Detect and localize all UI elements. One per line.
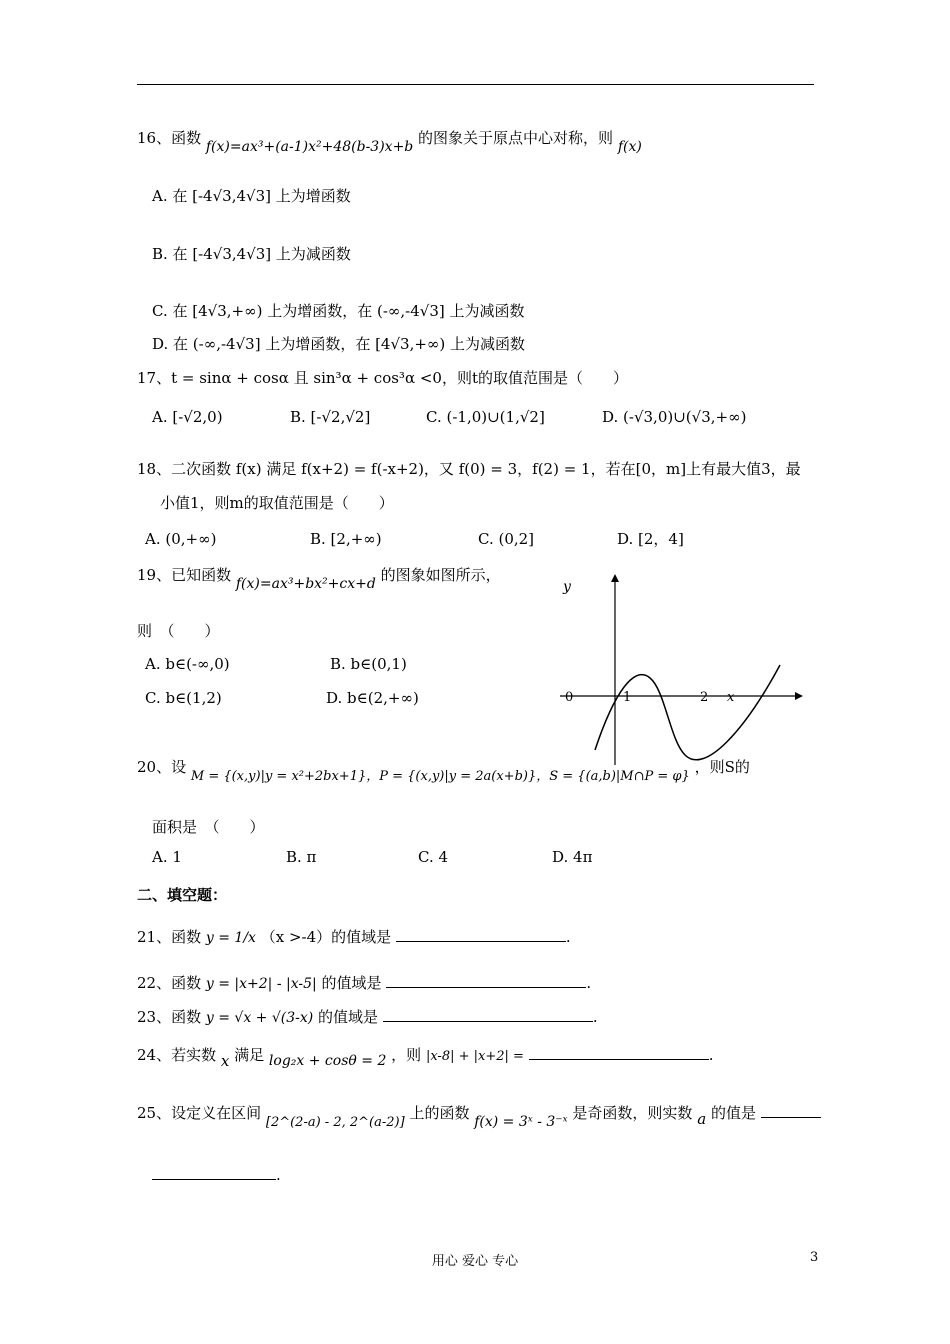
q17-option-c: C. (-1,0)∪(1,√2] bbox=[426, 408, 545, 426]
q25-answer-blank-1[interactable] bbox=[761, 1103, 821, 1118]
q25-interval: [2^(2-a) - 2, 2^(a-2)] bbox=[265, 1115, 405, 1130]
q19-stem: 19、已知函数 f(x)=ax³+bx²+cx+d 的图象如图所示， bbox=[137, 566, 501, 592]
tick-2-label: 2 bbox=[700, 690, 709, 705]
q25-answer-blank-2[interactable] bbox=[152, 1165, 276, 1180]
q18-stem-cont: 小值1，则m的取值范围是（ ） bbox=[160, 494, 394, 512]
y-axis-arrow bbox=[611, 574, 619, 582]
q19-option-c: C. b∈(1,2) bbox=[145, 689, 222, 707]
q18-option-a: A. (0,+∞) bbox=[145, 530, 217, 548]
q16-stem: 16、函数 f(x)=ax³+(a-1)x²+48(b-3)x+b 的图象关于原点中心对称，则 f(x) bbox=[137, 129, 642, 155]
x-axis-label: x bbox=[727, 690, 735, 705]
y-axis-label: y bbox=[563, 579, 571, 595]
page-footer: 用心 爱心 专心 bbox=[431, 1254, 519, 1269]
q18-option-c: C. (0,2] bbox=[478, 530, 535, 548]
q17-option-b: B. [-√2,√2] bbox=[290, 408, 371, 426]
q20-option-d: D. 4π bbox=[552, 848, 593, 866]
q19-option-b: B. b∈(0,1) bbox=[330, 655, 407, 673]
cubic-curve bbox=[595, 665, 780, 760]
q21-answer-blank[interactable] bbox=[396, 927, 566, 942]
section-title: 二、填空题： bbox=[137, 886, 228, 904]
q19-then: 则 （ ） bbox=[137, 622, 220, 640]
q21-formula: y = 1/x bbox=[205, 930, 256, 946]
q20-stem: 20、设 M = {(x,y)|y = x²+2bx+1}，P = {(x,y)|y = 2a(x+b)}，S = {(a,b)|M∩P = φ} ，则S的 bbox=[137, 758, 750, 784]
q22-answer-blank[interactable] bbox=[386, 973, 586, 988]
q16-formula: f(x)=ax³+(a-1)x²+48(b-3)x+b bbox=[205, 139, 414, 155]
q18-option-b: B. [2,+∞) bbox=[310, 530, 382, 548]
q17-option-a: A. [-√2,0) bbox=[152, 408, 223, 426]
q16-option-d: D. 在 (-∞,-4√3] 上为增函数，在 [4√3,+∞) 上为减函数 bbox=[152, 335, 526, 353]
q22: 22、函数 y = |x+2| - |x-5| 的值域是 . bbox=[137, 974, 592, 992]
q19-option-d: D. b∈(2,+∞) bbox=[326, 689, 419, 707]
q20-option-a: A. 1 bbox=[152, 848, 182, 866]
page-number: 3 bbox=[810, 1250, 819, 1265]
q22-formula: y = |x+2| - |x-5| bbox=[205, 976, 317, 992]
header-rule bbox=[137, 84, 814, 85]
q24: 24、若实数 x 满足 log₂x + cosθ = 2 ，则 |x-8| + |x+2| = . bbox=[137, 1046, 714, 1070]
q21: 21、函数 y = 1/x （x >-4）的值域是 . bbox=[137, 928, 571, 946]
q19-formula: f(x)=ax³+bx²+cx+d bbox=[235, 576, 376, 592]
q20-stem-cont: 面积是 （ ） bbox=[152, 818, 265, 836]
q23: 23、函数 y = √x + √(3-x) 的值域是 . bbox=[137, 1008, 598, 1026]
q16-option-c: C. 在 [4√3,+∞) 上为增函数，在 (-∞,-4√3] 上为减函数 bbox=[152, 302, 525, 320]
q20-option-c: C. 4 bbox=[418, 848, 449, 866]
q24-formula: log₂x + cosθ = 2 bbox=[268, 1053, 387, 1069]
q18-stem: 18、二次函数 f(x) 满足 f(x+2) = f(-x+2)，又 f(0) = 3，f(2) = 1，若在[0，m]上有最大值3，最 bbox=[137, 460, 801, 478]
q20-sets: M = {(x,y)|y = x²+2bx+1}，P = {(x,y)|y = 2a(x+b)}，S = {(a,b)|M∩P = φ} bbox=[190, 769, 690, 784]
q25-cont: . bbox=[152, 1164, 281, 1186]
q20-option-b: B. π bbox=[286, 848, 317, 866]
q18-option-d: D. [2，4] bbox=[617, 530, 684, 548]
q25: 25、设定义在区间 [2^(2-a) - 2, 2^(a-2)] 上的函数 f(x) = 3ˣ - 3⁻ˣ 是奇函数，则实数 a 的值是 bbox=[137, 1102, 821, 1126]
q17-stem: 17、t = sinα + cosα 且 sin³α + cos³α <0，则t的取值范围是（ ） bbox=[137, 369, 628, 387]
q23-answer-blank[interactable] bbox=[383, 1007, 593, 1022]
q19-option-a: A. b∈(-∞,0) bbox=[145, 655, 230, 673]
x-axis-arrow bbox=[795, 692, 803, 700]
tick-1-label: 1 bbox=[623, 690, 632, 705]
q19-cubic-graph bbox=[555, 570, 805, 770]
q25-formula: f(x) = 3ˣ - 3⁻ˣ bbox=[474, 1114, 568, 1130]
q16-option-a: A. 在 [-4√3,4√3] 上为增函数 bbox=[152, 187, 351, 205]
q16-option-b: B. 在 [-4√3,4√3] 上为减函数 bbox=[152, 245, 351, 263]
q23-formula: y = √x + √(3-x) bbox=[205, 1010, 314, 1026]
q24-expression: |x-8| + |x+2| = bbox=[425, 1049, 524, 1064]
q24-answer-blank[interactable] bbox=[529, 1045, 709, 1060]
origin-label: 0 bbox=[565, 690, 574, 705]
q17-option-d: D. (-√3,0)∪(√3,+∞) bbox=[602, 408, 747, 426]
